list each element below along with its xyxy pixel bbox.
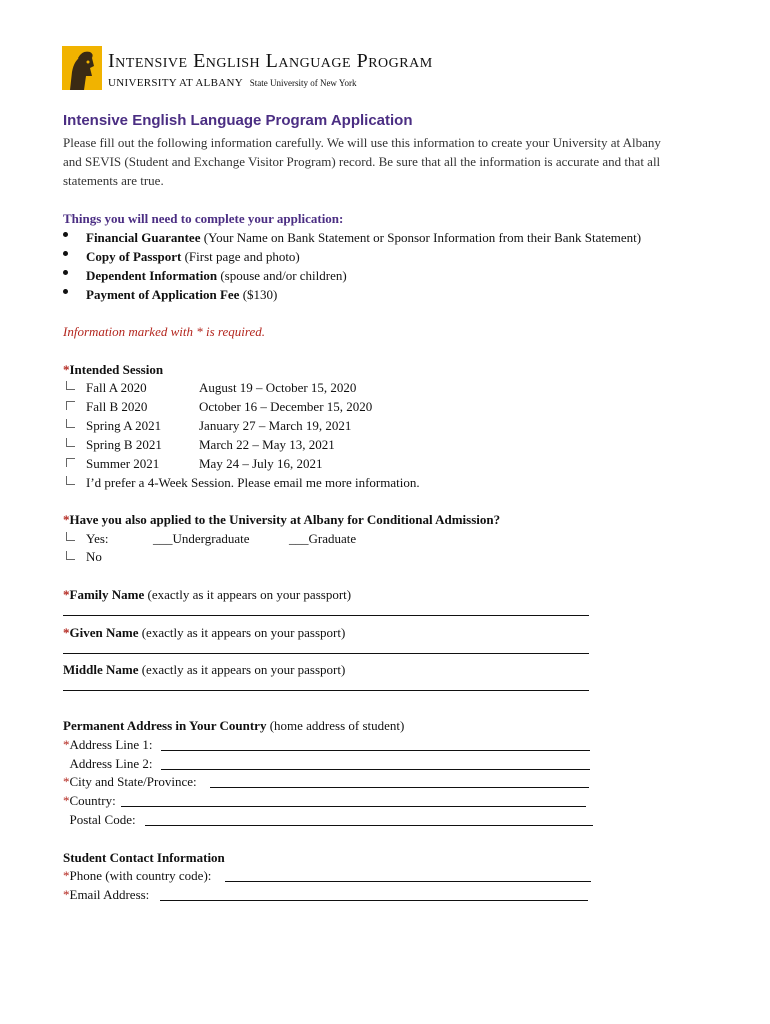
conditional-undergrad[interactable]: ___Undergraduate bbox=[153, 531, 250, 546]
family-name-label: *Family Name (exactly as it appears on your passport) bbox=[63, 587, 352, 602]
address-line-2: Address Line 2: bbox=[69, 756, 153, 771]
session-option-name: Fall A 2020 bbox=[86, 380, 147, 395]
session-label: *Intended Session bbox=[63, 362, 164, 377]
bullet-icon bbox=[63, 232, 68, 237]
email-label: *Email Address: bbox=[63, 887, 150, 902]
session-radio[interactable] bbox=[66, 419, 75, 428]
need-item: Payment of Application Fee ($130) bbox=[86, 287, 278, 302]
address-line-1-field[interactable] bbox=[161, 737, 590, 751]
session-option-name: Spring B 2021 bbox=[86, 437, 162, 452]
session-option-name: Fall B 2020 bbox=[86, 399, 148, 414]
session-option-dates: October 16 – December 15, 2020 bbox=[199, 399, 373, 414]
given-name-field[interactable] bbox=[63, 639, 589, 654]
session-option-dates: March 22 – May 13, 2021 bbox=[199, 437, 335, 452]
conditional-no: No bbox=[86, 549, 102, 564]
given-name-label: *Given Name (exactly as it appears on your passport) bbox=[63, 625, 346, 640]
suny-name: State University of New York bbox=[249, 78, 357, 88]
session-option-dates: May 24 – July 16, 2021 bbox=[199, 456, 323, 471]
city-field[interactable] bbox=[210, 774, 589, 788]
session-option-name: I’d prefer a 4-Week Session. Please email me more information. bbox=[86, 475, 420, 490]
country-field[interactable] bbox=[121, 793, 586, 807]
address-heading: Permanent Address in Your Country (home address of student) bbox=[63, 718, 405, 733]
needs-heading: Things you will need to complete your application: bbox=[63, 211, 344, 226]
university-name: UNIVERSITY AT ALBANY bbox=[108, 77, 243, 89]
page-title: Intensive English Language Program Application bbox=[63, 112, 413, 129]
conditional-yes: Yes: bbox=[86, 531, 109, 546]
conditional-yes-radio[interactable] bbox=[66, 532, 75, 541]
conditional-label: *Have you also applied to the University at Albany for Conditional Admission? bbox=[63, 512, 501, 527]
postal-code-label: Postal Code: bbox=[69, 812, 136, 827]
intro-line-1: Please fill out the following information carefully. We will use this information to create your University at Albany bbox=[63, 135, 661, 150]
bullet-icon bbox=[63, 270, 68, 275]
country-label: *Country: bbox=[63, 793, 116, 808]
logo bbox=[62, 46, 102, 90]
bullet-icon bbox=[63, 289, 68, 294]
session-option-name: Summer 2021 bbox=[86, 456, 160, 471]
required-note: Information marked with * is required. bbox=[63, 324, 265, 339]
minerva-logo-icon bbox=[62, 46, 102, 90]
middle-name-label: Middle Name (exactly as it appears on your passport) bbox=[63, 662, 346, 677]
contact-heading: Student Contact Information bbox=[63, 850, 225, 865]
bullet-icon bbox=[63, 251, 68, 256]
session-radio[interactable] bbox=[66, 381, 75, 390]
middle-name-field[interactable] bbox=[63, 676, 589, 691]
university-line bbox=[108, 77, 356, 90]
postal-code-field[interactable] bbox=[145, 812, 593, 826]
address-line-2-field[interactable] bbox=[161, 756, 590, 770]
need-item: Dependent Information (spouse and/or children) bbox=[86, 268, 347, 283]
session-radio[interactable] bbox=[66, 476, 75, 485]
session-radio[interactable] bbox=[66, 438, 75, 447]
city-label: *City and State/Province: bbox=[63, 774, 197, 789]
address-line-1: *Address Line 1: bbox=[63, 737, 153, 752]
session-radio[interactable] bbox=[66, 458, 75, 467]
session-option-dates: August 19 – October 15, 2020 bbox=[199, 380, 357, 395]
intro-line-2: and SEVIS (Student and Exchange Visitor Program) record. Be sure that all the information is accurate and that all bbox=[63, 154, 661, 169]
program-name: Intensive English Language Program bbox=[108, 50, 433, 72]
intro-line-3: statements are true. bbox=[63, 173, 164, 188]
session-option-dates: January 27 – March 19, 2021 bbox=[199, 418, 352, 433]
email-field[interactable] bbox=[160, 887, 588, 901]
family-name-field[interactable] bbox=[63, 601, 589, 616]
phone-field[interactable] bbox=[225, 868, 591, 882]
phone-label: *Phone (with country code): bbox=[63, 868, 212, 883]
conditional-grad[interactable]: ___Graduate bbox=[289, 531, 357, 546]
session-radio[interactable] bbox=[66, 401, 75, 410]
conditional-no-radio[interactable] bbox=[66, 551, 75, 560]
need-item: Financial Guarantee (Your Name on Bank Statement or Sponsor Information from their Bank Statement) bbox=[86, 230, 642, 245]
session-option-name: Spring A 2021 bbox=[86, 418, 162, 433]
need-item: Copy of Passport (First page and photo) bbox=[86, 249, 300, 264]
